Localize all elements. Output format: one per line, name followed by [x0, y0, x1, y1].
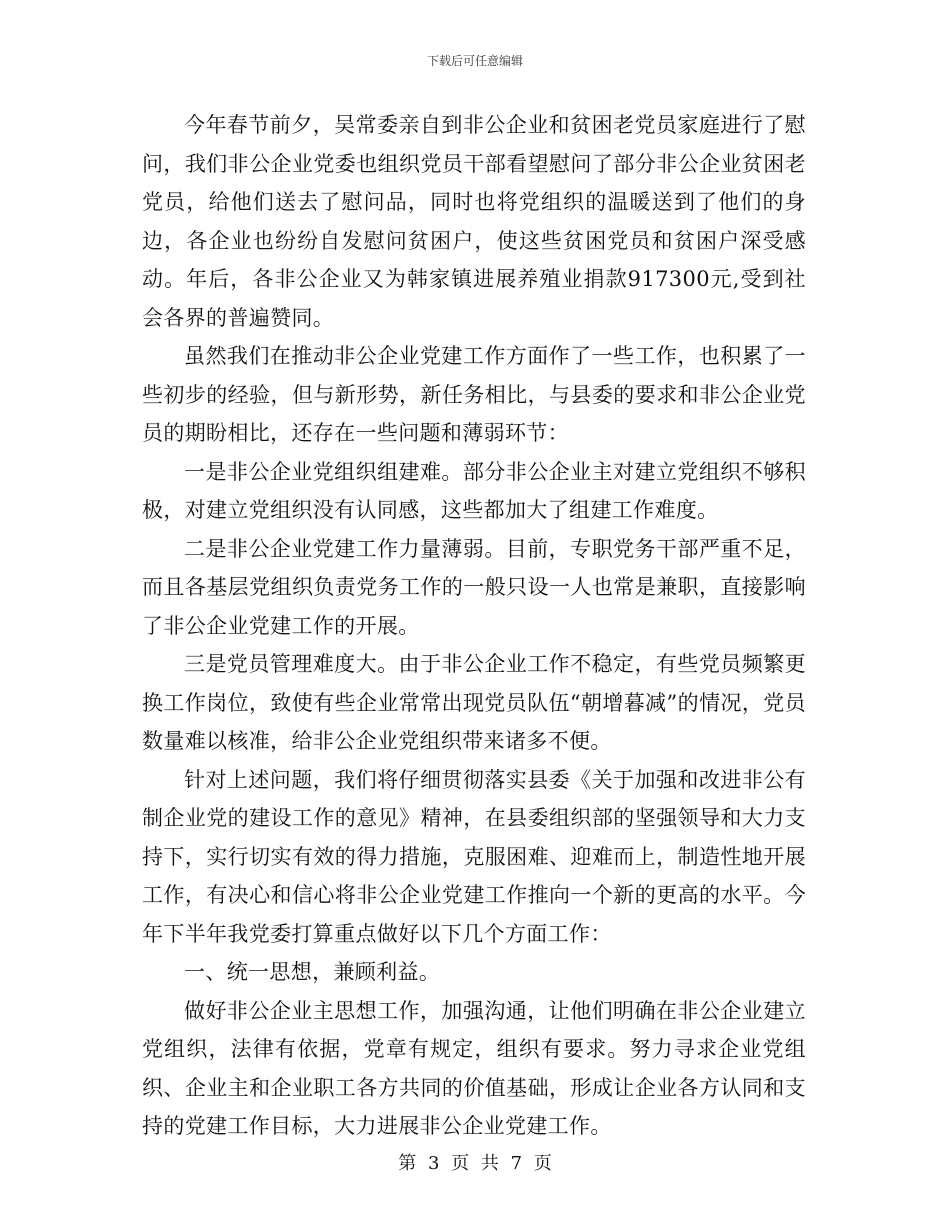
section-heading: 一、统一思想，兼顾利益。: [184, 960, 441, 984]
document-body: [142, 106, 806, 1146]
paragraph-6: 针对上述问题，我们将仔细贯彻落实县委《关于加强和改进非公有制企业党的建设工作的意见》精神，在县委组织部的坚强领导和大力支持下，实行切实有效的得力措施，克服困难、迎难而上，制造性地开展工作，有决心和信心将非公企业党建工作推向一个新的更高的水平。今年下半年我党委打算重点做好以下几个方面工作：: [142, 767, 806, 946]
paragraph-4: 二是非公企业党建工作力量薄弱。目前，专职党务干部严重不足，而且各基层党组织负责党务工作的一般只设一人也常是兼职，直接影响了非公企业党建工作的开展。: [142, 536, 806, 638]
page-header-note: 下载后可任意编辑: [426, 54, 523, 68]
paragraph-1: 今年春节前夕，吴常委亲自到非公企业和贫困老党员家庭进行了慰问，我们非公企业党委也组织党员干部看望慰问了部分非公企业贫困老党员，给他们送去了慰问品，同时也将党组织的温暖送到了他们的身边，各企业也纷纷自发慰问贫困户，使这些贫困党员和贫困户深受感动。年后，各非公企业又为韩家镇进展养殖业捐款917300元,受到社会各界的普遍赞同。: [142, 113, 806, 330]
paragraph-5: 三是党员管理难度大。由于非公企业工作不稳定，有些党员频繁更换工作岗位，致使有些企业常常出现党员队伍“朝增暮减”的情况，党员数量难以核准，给非公企业党组织带来诸多不便。: [142, 652, 806, 753]
paragraph-2: 虽然我们在推动非公企业党建工作方面作了一些工作，也积累了一些初步的经验，但与新形势，新任务相比，与县委的要求和非公企业党员的期盼相比，还存在一些问题和薄弱环节：: [142, 344, 806, 445]
paragraph-3: 一是非公企业党组织组建难。部分非公企业主对建立党组织不够积极，对建立党组织没有认同感，这些都加大了组建工作难度。: [142, 459, 806, 522]
paragraph-7: 做好非公企业主思想工作，加强沟通，让他们明确在非公企业建立党组织，法律有依据，党章有规定，组织有要求。努力寻求企业党组织、企业主和企业职工各方共同的价值基础，形成让企业各方认同和支持的党建工作目标，大力进展非公企业党建工作。: [142, 998, 806, 1138]
page-number-footer: 第 3 页 共 7 页: [398, 1153, 552, 1174]
